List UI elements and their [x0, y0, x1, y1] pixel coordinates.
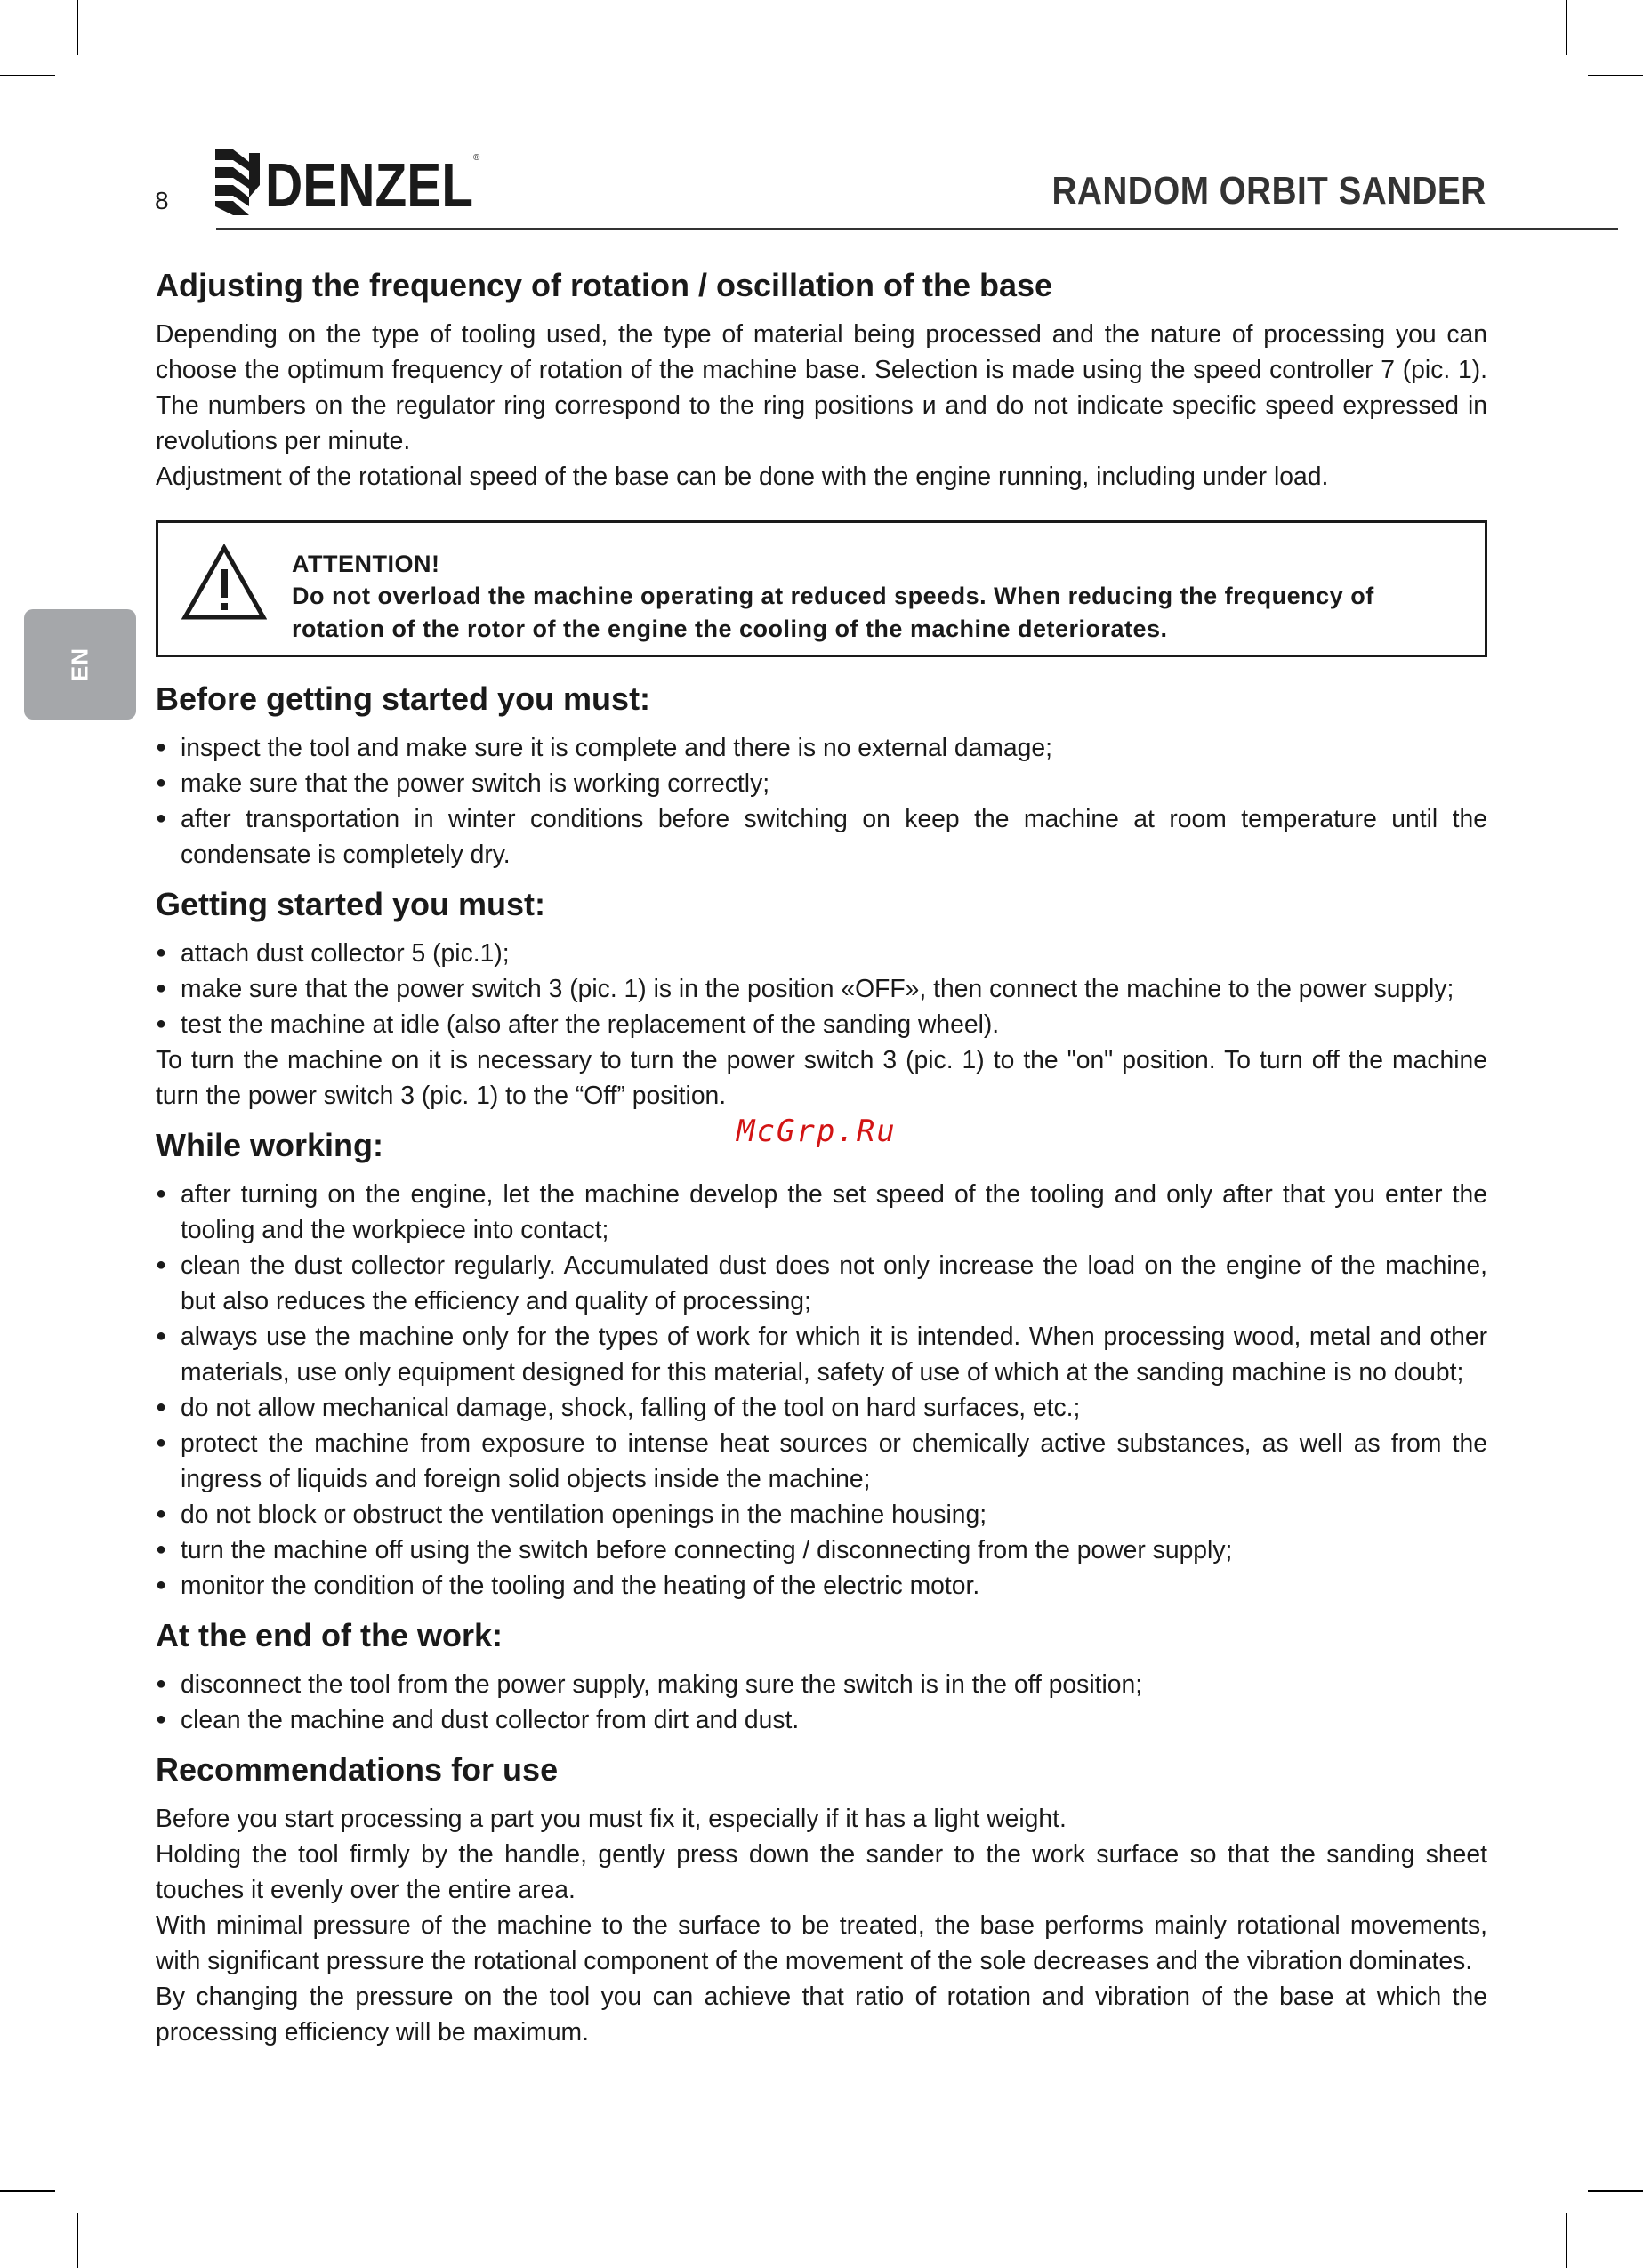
section-heading: Recommendations for use: [156, 1751, 559, 1788]
page-number: 8: [155, 187, 169, 214]
paragraph: Adjustment of the rotational speed of the base can be done with the engine running, including under load.: [156, 462, 1329, 490]
watermark-text: McGrp.Ru: [737, 1114, 897, 1149]
list-item: ● always use the machine only for the types of work for which it is intended. When processing wood, metal and other materials, use only equipment designed for this material, safety of use of which at the sanding machine is no doubt;: [156, 1318, 1487, 1389]
bullet-list: [156, 935, 1487, 1042]
list-item: ● clean the dust collector regularly. Accumulated dust does not only increase the load on the engine of the machine, but also reduces the efficiency and quality of processing;: [156, 1247, 1487, 1318]
paragraph: Before you start processing a part you must fix it, especially if it has a light weight.: [156, 1804, 1067, 1832]
list-item: ● inspect the tool and make sure it is complete and there is no external damage;: [156, 729, 1487, 765]
section-before: [156, 679, 1487, 872]
svg-text:DENZEL: DENZEL: [265, 150, 473, 220]
paragraph: With minimal pressure of the machine to the surface to be treated, the base performs mainly rotational movements, with significant pressure the rotational component of the movement of the sole decreases and the vibration dominates.: [156, 1910, 1487, 1974]
list-item: ● disconnect the tool from the power supply, making sure the switch is in the off position;: [156, 1666, 1487, 1701]
crop-mark: [77, 2213, 78, 2268]
paragraph: To turn the machine on it is necessary to turn the power switch 3 (pic. 1) to the "on" position. To turn off the machine turn the power switch 3 (pic. 1) to the “Off” position.: [156, 1045, 1487, 1109]
crop-mark: [77, 0, 78, 55]
bullet-list: [156, 729, 1487, 872]
list-item: ● after transportation in winter conditions before switching on keep the machine at room temperature until the condensate is completely dry.: [156, 800, 1487, 872]
attention-title: ATTENTION!: [292, 551, 440, 577]
list-item: ● monitor the condition of the tooling and the heating of the electric motor.: [156, 1567, 1487, 1603]
crop-mark: [1588, 75, 1643, 76]
svg-text:®: ®: [473, 153, 480, 163]
crop-mark: [0, 2190, 55, 2192]
paragraph: Holding the tool firmly by the handle, gently press down the sander to the work surface so that the sanding sheet touches it evenly over the entire area.: [156, 1839, 1487, 1903]
attention-text: Do not overload the machine operating at reduced speeds. When reducing the frequency of rotation of the rotor of the engine the cooling of the machine deteriorates.: [292, 583, 1374, 642]
list-item: ● after turning on the engine, let the machine develop the set speed of the tooling and only after that you enter the tooling and the workpiece into contact;: [156, 1176, 1487, 1247]
list-item: ● do not allow mechanical damage, shock, falling of the tool on hard surfaces, etc.;: [156, 1389, 1487, 1425]
section-heading: Adjusting the frequency of rotation / oscillation of the base: [156, 267, 1053, 303]
list-item: ● make sure that the power switch is working correctly;: [156, 765, 1487, 800]
section-recommendations: [156, 1749, 1487, 2049]
crop-mark: [0, 75, 55, 76]
warning-icon: [181, 544, 267, 621]
bullet-list: [156, 1666, 1487, 1737]
crop-mark: [1566, 2213, 1567, 2268]
main-content: [156, 265, 1487, 2062]
section-getting-started: [156, 884, 1487, 1113]
header-rule: [216, 228, 1618, 230]
denzel-logo: [213, 142, 480, 222]
section-end-of-work: [156, 1615, 1487, 1737]
crop-mark: [1588, 2190, 1643, 2192]
paragraph: By changing the pressure on the tool you can achieve that ratio of rotation and vibration of the base at which the processing efficiency will be maximum.: [156, 1982, 1487, 2046]
section-while-working: [156, 1125, 1487, 1603]
bullet-list: [156, 1176, 1487, 1603]
section-heading: While working:: [156, 1127, 383, 1163]
list-item: ● turn the machine off using the switch before connecting / disconnecting from the power supply;: [156, 1532, 1487, 1567]
section-adjusting: [156, 265, 1487, 494]
language-tab-label: EN: [66, 647, 93, 682]
crop-mark: [1566, 0, 1567, 55]
attention-box: [156, 520, 1487, 657]
list-item: ● test the machine at idle (also after the replacement of the sanding wheel).: [156, 1006, 1487, 1042]
list-item: ● protect the machine from exposure to intense heat sources or chemically active substances, as well as from the ingress of liquids and foreign solid objects inside the machine;: [156, 1425, 1487, 1496]
section-heading: Before getting started you must:: [156, 680, 651, 717]
section-heading: Getting started you must:: [156, 886, 546, 922]
paragraph: Depending on the type of tooling used, the type of material being processed and the nature of processing you can choose the optimum frequency of rotation of the machine base. Selection is made using the speed controller 7 (pic. 1). The numbers on the regulator ring correspond to the ring positions и and do not indicate specific speed expressed in revolutions per minute.: [156, 319, 1487, 454]
list-item: ● clean the machine and dust collector from dirt and dust.: [156, 1701, 1487, 1737]
document-title: RANDOM ORBIT SANDER: [1051, 169, 1486, 213]
language-tab: [24, 609, 136, 720]
section-heading: At the end of the work:: [156, 1617, 503, 1653]
list-item: ● make sure that the power switch 3 (pic. 1) is in the position «OFF», then connect the machine to the power supply;: [156, 970, 1487, 1006]
list-item: ● do not block or obstruct the ventilation openings in the machine housing;: [156, 1496, 1487, 1532]
list-item: ● attach dust collector 5 (pic.1);: [156, 935, 1487, 970]
